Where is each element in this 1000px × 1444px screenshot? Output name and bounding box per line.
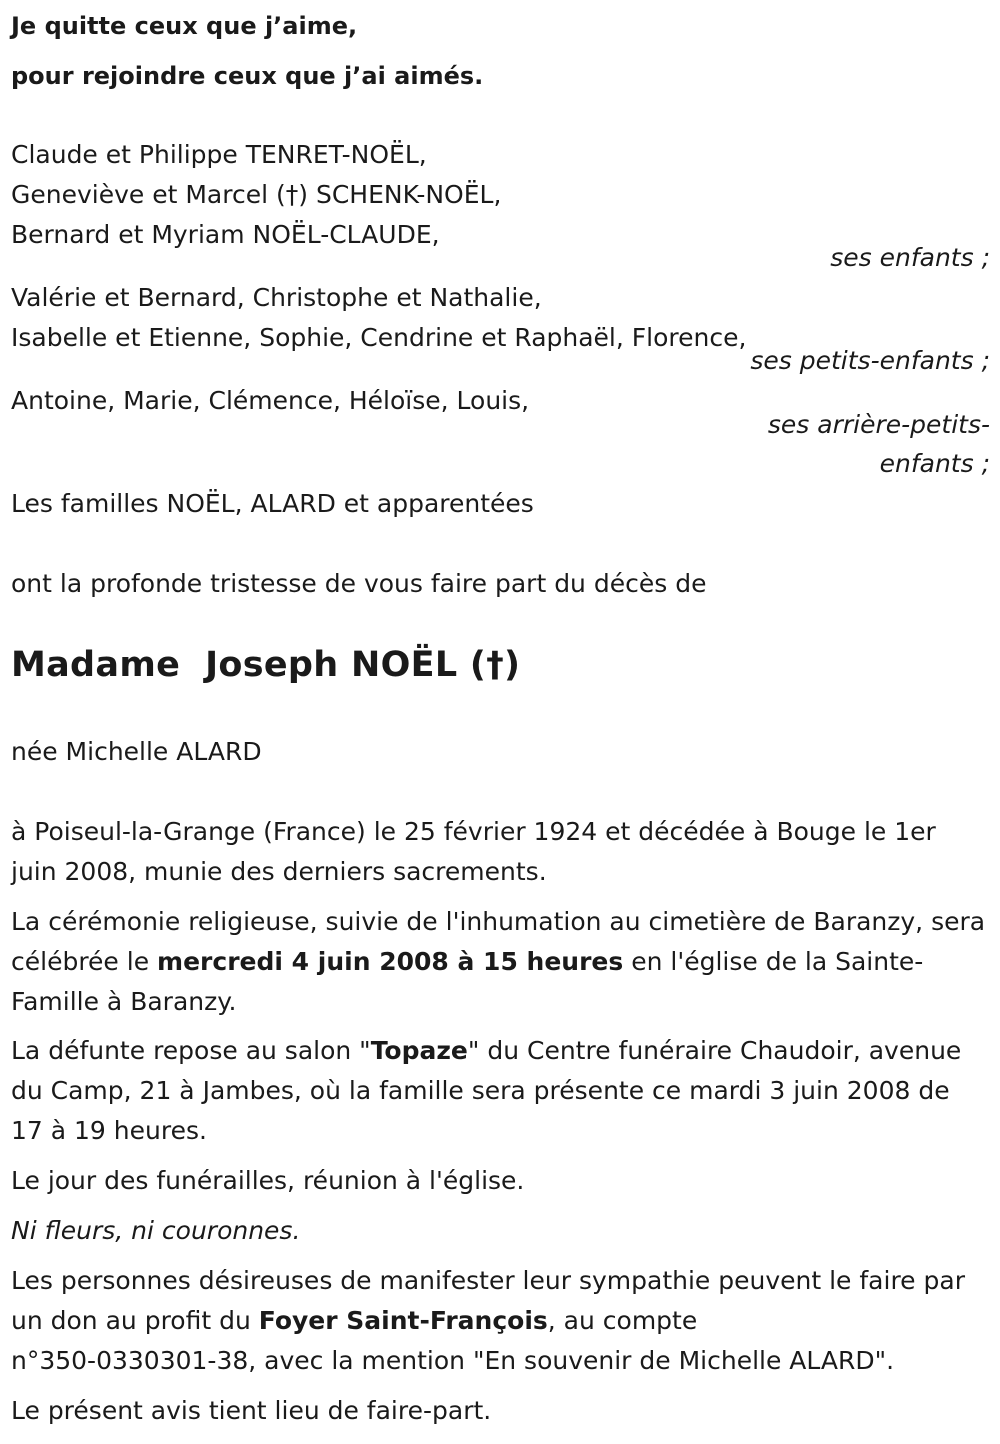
- families-line: Les familles NOËL, ALARD et apparentées: [11, 489, 534, 518]
- deceased-name: Madame Joseph NOËL (†): [11, 645, 521, 685]
- rest-text-pre: La défunte repose au salon ": [11, 1036, 371, 1065]
- quote-line-2: pour rejoindre ceux que j’ai aimés.: [11, 62, 484, 90]
- rest-text-post: " du Centre funéraire Chaudoir, avenue du Camp, 21 à Jambes, où la famille sera présente ce mardi 3 juin 2008 de 17 à 19 heures.: [11, 1036, 962, 1145]
- donation-text-pre: Les personnes désireuses de manifester leur sympathie peuvent le faire par un don au profit du: [11, 1266, 965, 1335]
- salon-name: Topaze: [370, 1036, 468, 1065]
- children-line-2: Geneviève et Marcel (†) SCHENK-NOËL,: [11, 180, 502, 209]
- announcement-line: ont la profonde tristesse de vous faire part du décès de: [11, 569, 707, 598]
- no-flowers-line: Ni fleurs, ni couronnes.: [11, 1216, 301, 1245]
- quote-line-1: Je quitte ceux que j’aime,: [11, 12, 358, 40]
- ceremony-date: mercredi 4 juin 2008 à 15 heures: [157, 947, 624, 976]
- rest-paragraph: [11, 1031, 989, 1151]
- grandchildren-line-2: Isabelle et Etienne, Sophie, Cendrine et Raphaël, Florence,: [11, 323, 747, 352]
- foundation-name: Foyer Saint-François: [258, 1306, 548, 1335]
- children-line-3: Bernard et Myriam NOËL-CLAUDE,: [11, 220, 440, 249]
- birth-name: née Michelle ALARD: [11, 737, 262, 766]
- great-grandchildren-line: Antoine, Marie, Clémence, Héloïse, Louis,: [11, 386, 530, 415]
- donation-text-post: n°350-0330301-38, avec la mention "En souvenir de Michelle ALARD".: [11, 1346, 895, 1375]
- birth-death-paragraph: à Poiseul-la-Grange (France) le 25 février 1924 et décédée à Bouge le 1er juin 2008, munie des derniers sacrements.: [11, 817, 936, 886]
- donation-paragraph: [11, 1261, 989, 1381]
- grandchildren-line-1: Valérie et Bernard, Christophe et Nathalie,: [11, 283, 542, 312]
- great-grandchildren-role-1: ses arrière-petits-: [767, 410, 990, 439]
- ceremony-text-pre: La cérémonie religieuse, suivie de l'inhumation au cimetière de Baranzy, sera célébrée le: [11, 907, 986, 976]
- donation-text-mid: , au compte: [547, 1306, 698, 1335]
- closing-line: Le présent avis tient lieu de faire-part.: [11, 1396, 492, 1425]
- children-role: ses enfants ;: [830, 243, 990, 272]
- great-grandchildren-role-2: enfants ;: [879, 449, 990, 478]
- children-line-1: Claude et Philippe TENRET-NOËL,: [11, 140, 427, 169]
- grandchildren-role: ses petits-enfants ;: [750, 346, 990, 375]
- ceremony-text-post: en l'église de la Sainte-Famille à Baranzy.: [11, 947, 924, 1016]
- meeting-line: Le jour des funérailles, réunion à l'église.: [11, 1166, 525, 1195]
- ceremony-paragraph: [11, 902, 989, 1022]
